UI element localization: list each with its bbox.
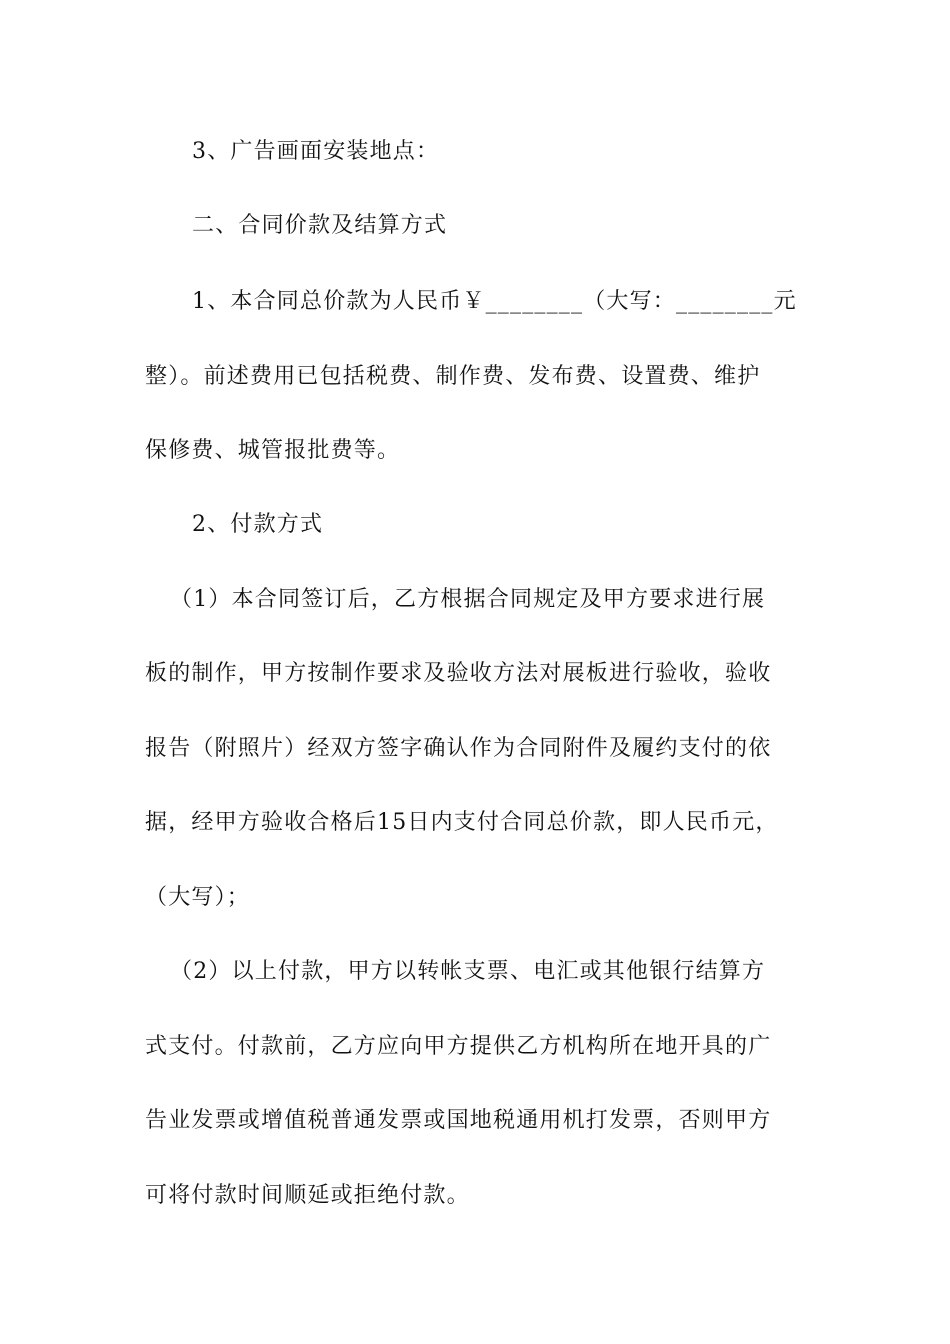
payment-clause-1-line-1: （1）本合同签订后，乙方根据合同规定及甲方要求进行展 xyxy=(170,587,766,612)
payment-clause-1-line-4: 据，经甲方验收合格后15日内支付合同总价款，即人民币元， xyxy=(145,810,779,835)
payment-clause-1-line-5: （大写）； xyxy=(145,885,251,910)
payment-clause-2-line-4: 可将付款时间顺延或拒绝付款。 xyxy=(145,1183,470,1208)
payment-clause-1-line-2: 板的制作，甲方按制作要求及验收方法对展板进行验收，验收 xyxy=(145,661,772,686)
payment-clause-2-line-2: 式支付。付款前，乙方应向甲方提供乙方机构所在地开具的广 xyxy=(145,1034,772,1059)
section-2-heading: 二、合同价款及结算方式 xyxy=(192,213,448,238)
price-line-2: 整）。前述费用已包括税费、制作费、发布费、设置费、维护 xyxy=(145,364,761,389)
payment-method-heading: 2、付款方式 xyxy=(192,512,324,537)
price-line-1: 1、本合同总价款为人民币￥________（大写：________元 xyxy=(192,289,797,314)
section-1-item-3: 3、广告画面安装地点： xyxy=(192,139,440,164)
price-line-3: 保修费、城管报批费等。 xyxy=(145,438,401,463)
payment-clause-2-line-1: （2）以上付款，甲方以转帐支票、电汇或其他银行结算方 xyxy=(170,959,766,984)
payment-clause-1-line-3: 报告（附照片）经双方签字确认作为合同附件及履约支付的依 xyxy=(145,736,772,761)
payment-clause-2-line-3: 告业发票或增值税普通发票或国地税通用机打发票，否则甲方 xyxy=(145,1108,772,1133)
